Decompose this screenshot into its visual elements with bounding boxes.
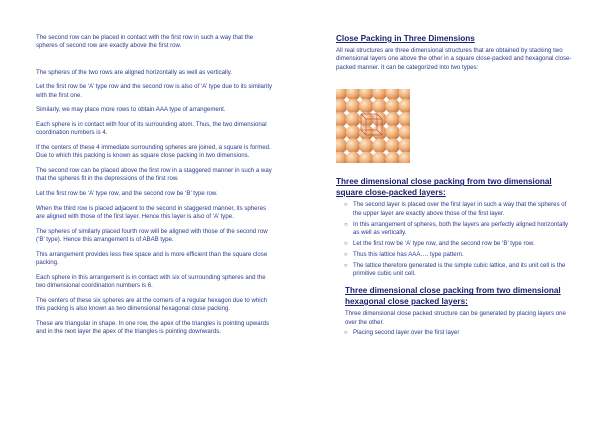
circle-bullet-icon: ○ bbox=[344, 330, 348, 337]
sphere bbox=[385, 112, 400, 127]
circle-bullet-icon: ○ bbox=[344, 221, 348, 228]
sphere bbox=[399, 99, 410, 114]
section-title: Close Packing in Three Dimensions bbox=[336, 34, 475, 43]
sphere bbox=[399, 112, 410, 127]
sphere bbox=[399, 89, 410, 100]
sphere bbox=[359, 139, 374, 154]
paragraph: The spheres of similarly placed fourth row will be aligned with those of the second row (‘B’ type). Hence this arrangement is of ABAB type. bbox=[36, 227, 268, 243]
subsection-heading-square: Three dimensional close packing from two dimensional square close-packed layers: bbox=[336, 177, 552, 197]
sphere bbox=[372, 99, 387, 114]
list-item: ○ The lattice therefore generated is the simple cubic lattice, and its unit cell is the primitive cubic unit cell. bbox=[344, 261, 566, 278]
list-item: ○ In this arrangement of spheres, both the layers are perfectly aligned horizontally as well as vertically. bbox=[344, 220, 569, 236]
bullet-list-square bbox=[336, 201, 572, 278]
circle-bullet-icon: ○ bbox=[344, 202, 348, 209]
sphere bbox=[372, 139, 387, 154]
sphere bbox=[399, 125, 410, 140]
sphere bbox=[336, 89, 347, 100]
sphere bbox=[385, 89, 400, 100]
right-column bbox=[336, 34, 572, 340]
sphere bbox=[359, 99, 374, 114]
paragraph: This arrangement provides less free space and is more efficient than the square close packing. bbox=[36, 250, 268, 266]
paragraph: These are triangular in shape. In one row, the apex of the triangles is pointing upwards and in the next layer the apex of the triangles is pointing downwards. bbox=[36, 319, 270, 335]
list-item: ○ Thus this lattice has AAA…. type pattern. bbox=[344, 250, 464, 258]
list-item: ○ The second layer is placed over the first layer in such a way that the spheres of the upper layer are exactly above those of the first layer. bbox=[344, 201, 567, 217]
paragraph: The second row can be placed in contact with the first row in such a way that the spheres of second row are exactly above the first row. bbox=[36, 34, 254, 50]
sphere bbox=[385, 125, 400, 140]
sphere bbox=[359, 89, 374, 100]
sphere bbox=[346, 112, 361, 127]
subsection-intro: Three dimensional close packed structure can be generated by placing layers one over the other. bbox=[345, 310, 566, 326]
list-item: ○ Placing second layer over the first layer bbox=[344, 329, 460, 337]
sphere bbox=[385, 99, 400, 114]
paragraph: Let the first row be ‘A’ type row and the second row is also of ‘A’ type due to its similarity with the first one. bbox=[36, 83, 273, 99]
circle-bullet-icon: ○ bbox=[344, 251, 348, 258]
bullet-list-hexagonal bbox=[336, 329, 572, 337]
sphere bbox=[346, 99, 361, 114]
list-item: ○ Let the first row be ‘A’ type row, and the second row be ‘B’ type row. bbox=[344, 239, 535, 247]
sphere bbox=[346, 125, 361, 140]
paragraph: Each sphere in this arrangement is in contact with six of surrounding spheres and the two dimensional coordination numbers is 6. bbox=[36, 273, 266, 289]
paragraph: Let the first row be ‘A’ type row, and the second row be ‘B’ type row. bbox=[36, 190, 218, 197]
paragraph: The second row can be placed above the first row in a staggered manner in such a way that the spheres fit in the depressions of the first row. bbox=[36, 167, 272, 183]
sphere bbox=[346, 152, 361, 163]
sphere bbox=[336, 112, 347, 127]
subsection-heading-hexagonal: Three dimensional close packing from two dimensional hexagonal close packed layers: bbox=[345, 286, 561, 306]
paragraph: If the centers of these 4 immediate surrounding spheres are joined, a square is formed. Due to which this packing is known as square close packing in two dimensions. bbox=[36, 144, 271, 160]
sphere bbox=[336, 139, 347, 154]
sphere bbox=[372, 152, 387, 163]
sphere bbox=[385, 152, 400, 163]
cubic-sphere-packing-figure bbox=[336, 89, 410, 163]
left-column bbox=[36, 34, 274, 343]
sphere bbox=[359, 152, 374, 163]
sphere bbox=[399, 152, 410, 163]
sphere bbox=[346, 89, 361, 100]
sphere bbox=[399, 139, 410, 154]
paragraph: The centers of these six spheres are at the corners of a regular hexagon due to which this packing is also known as two dimensional hexagonal close packing. bbox=[36, 296, 268, 312]
paragraph: The spheres of the two rows are aligned horizontally as well as vertically. bbox=[36, 68, 232, 76]
circle-bullet-icon: ○ bbox=[344, 262, 348, 269]
paragraph: When the third row is placed adjacent to the second in staggered manner, its spheres are aligned with those of the first layer. Hence this layer is also of ‘A’ type. bbox=[36, 204, 267, 220]
intro-paragraph: All real structures are three dimensional structures that are obtained by stacking two dimensional layers one above the other in a square close-packed and hexagonal close-packed manner. It can be categorized into two types: bbox=[336, 47, 572, 71]
sphere bbox=[336, 152, 347, 163]
sphere bbox=[372, 89, 387, 100]
circle-bullet-icon: ○ bbox=[344, 240, 348, 247]
paragraph: Each sphere is in contact with four of its surrounding atom. Thus, the two dimensional coordination numbers is 4. bbox=[36, 121, 267, 137]
paragraph: Similarly, we may place more rows to obtain AAA type of arrangement. bbox=[36, 106, 226, 114]
sphere bbox=[385, 139, 400, 154]
sphere bbox=[336, 99, 347, 114]
sphere bbox=[346, 139, 361, 154]
cubic-sphere-packing-icon bbox=[336, 89, 410, 163]
sphere bbox=[336, 125, 347, 140]
